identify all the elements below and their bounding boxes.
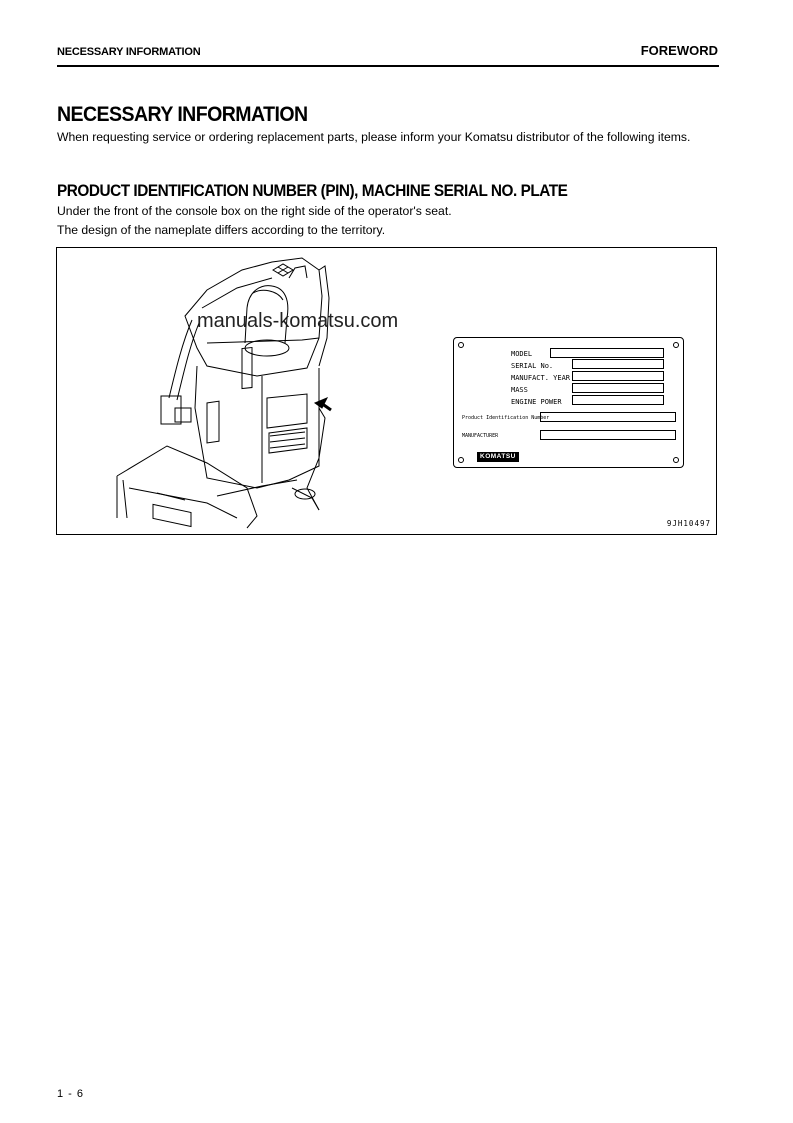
plate-screw-icon bbox=[458, 342, 464, 348]
plate-field-model bbox=[550, 348, 664, 358]
plate-field-serial bbox=[572, 359, 664, 369]
plate-label-year: MANUFACT. YEAR bbox=[511, 374, 571, 382]
section-heading: PRODUCT IDENTIFICATION NUMBER (PIN), MACHINE SERIAL NO. PLATE bbox=[57, 182, 568, 200]
page-number: 1 - 6 bbox=[57, 1088, 85, 1100]
plate-label-pin: Product Identification Number bbox=[462, 415, 550, 421]
plate-label-model: MODEL bbox=[511, 350, 533, 358]
plate-label-manufacturer: MANUFACTURER bbox=[462, 433, 499, 439]
running-header-section: NECESSARY INFORMATION bbox=[57, 46, 201, 58]
plate-field-manufacturer bbox=[540, 430, 676, 440]
figure-frame bbox=[56, 247, 717, 535]
header-rule bbox=[57, 65, 719, 67]
serial-number-plate bbox=[453, 337, 684, 468]
komatsu-logo: KOMATSU bbox=[477, 452, 519, 462]
plate-field-engine-power bbox=[572, 395, 664, 405]
plate-label-mass: MASS bbox=[511, 386, 528, 394]
plate-screw-icon bbox=[458, 457, 464, 463]
watermark: manuals-komatsu.com bbox=[197, 310, 399, 332]
running-header-chapter: FOREWORD bbox=[640, 43, 718, 58]
figure-code: 9JH10497 bbox=[666, 519, 711, 528]
plate-label-engine-power: ENGINE POWER bbox=[511, 398, 562, 406]
page-title: NECESSARY INFORMATION bbox=[57, 103, 308, 126]
plate-field-pin bbox=[540, 412, 676, 422]
design-paragraph: The design of the nameplate differs according to the territory. bbox=[57, 223, 386, 237]
plate-screw-icon bbox=[673, 342, 679, 348]
intro-paragraph: When requesting service or ordering replacement parts, please inform your Komatsu distributor of the following items. bbox=[57, 130, 691, 144]
plate-field-year bbox=[572, 371, 664, 381]
location-paragraph: Under the front of the console box on the right side of the operator's seat. bbox=[57, 204, 452, 218]
plate-field-mass bbox=[572, 383, 664, 393]
plate-screw-icon bbox=[673, 457, 679, 463]
plate-label-serial: SERIAL No. bbox=[511, 362, 554, 370]
